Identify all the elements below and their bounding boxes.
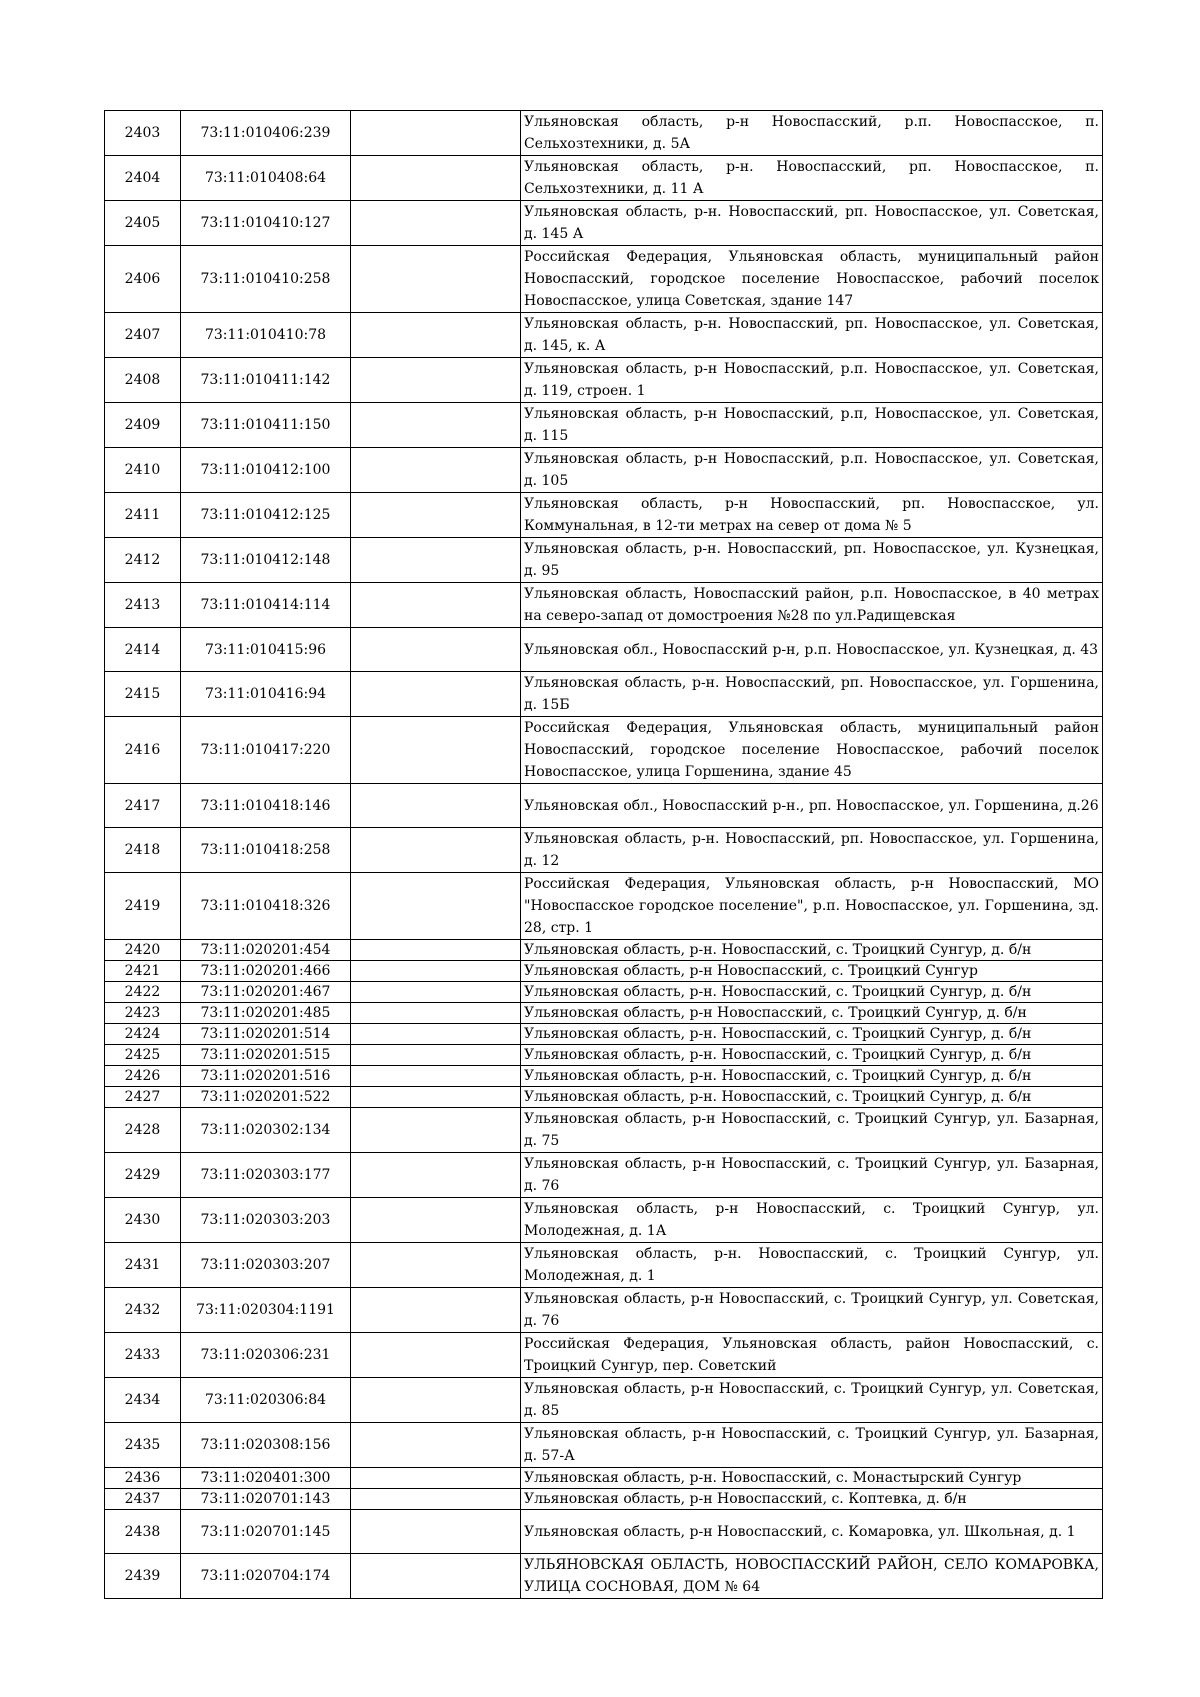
registry-table-body	[105, 111, 1103, 1599]
address-cell: Ульяновская область, р-н. Новоспасский, с. Троицкий Сунгур, д. б/н	[521, 1024, 1103, 1045]
address-cell: Ульяновская обл., Новоспасский р-н., рп. Новоспасское, ул. Горшенина, д.26	[521, 784, 1103, 828]
address-cell: Ульяновская область, р-н. Новоспасский, рп. Новоспасское, ул. Кузнецкая, д. 95	[521, 538, 1103, 583]
row-number-cell: 2408	[105, 358, 181, 403]
address-cell: Ульяновская область, р-н. Новоспасский, рп. Новоспасское, ул. Горшенина, д. 12	[521, 828, 1103, 873]
row-number-cell: 2407	[105, 313, 181, 358]
table-row	[105, 156, 1103, 201]
empty-cell	[351, 583, 521, 628]
empty-cell	[351, 1024, 521, 1045]
cadastral-number-cell: 73:11:020201:467	[181, 982, 351, 1003]
table-row	[105, 873, 1103, 940]
empty-cell	[351, 1489, 521, 1510]
address-cell: Ульяновская область, р-н. Новоспасский, с. Монастырский Сунгур	[521, 1468, 1103, 1489]
table-row	[105, 538, 1103, 583]
table-row	[105, 961, 1103, 982]
cadastral-number-cell: 73:11:010412:100	[181, 448, 351, 493]
row-number-cell: 2419	[105, 873, 181, 940]
table-row	[105, 1108, 1103, 1153]
empty-cell	[351, 982, 521, 1003]
empty-cell	[351, 873, 521, 940]
table-row	[105, 1423, 1103, 1468]
address-cell: Ульяновская область, р-н Новоспасский, р.п. Новоспасское, п. Сельхозтехники, д. 5А	[521, 111, 1103, 156]
cadastral-number-cell: 73:11:010417:220	[181, 717, 351, 784]
row-number-cell: 2409	[105, 403, 181, 448]
address-cell: Ульяновская область, р-н Новоспасский, с. Троицкий Сунгур, ул. Советская, д. 76	[521, 1288, 1103, 1333]
cadastral-number-cell: 73:11:020302:134	[181, 1108, 351, 1153]
row-number-cell: 2420	[105, 940, 181, 961]
row-number-cell: 2410	[105, 448, 181, 493]
empty-cell	[351, 358, 521, 403]
row-number-cell: 2432	[105, 1288, 181, 1333]
empty-cell	[351, 1153, 521, 1198]
table-row	[105, 1333, 1103, 1378]
table-row	[105, 1153, 1103, 1198]
empty-cell	[351, 493, 521, 538]
row-number-cell: 2433	[105, 1333, 181, 1378]
address-cell: Российская Федерация, Ульяновская область, район Новоспасский, с. Троицкий Сунгур, пер. Советский	[521, 1333, 1103, 1378]
row-number-cell: 2404	[105, 156, 181, 201]
empty-cell	[351, 961, 521, 982]
row-number-cell: 2436	[105, 1468, 181, 1489]
cadastral-number-cell: 73:11:020306:84	[181, 1378, 351, 1423]
cadastral-number-cell: 73:11:010408:64	[181, 156, 351, 201]
cadastral-number-cell: 73:11:020304:1191	[181, 1288, 351, 1333]
row-number-cell: 2438	[105, 1510, 181, 1554]
row-number-cell: 2428	[105, 1108, 181, 1153]
address-cell: Ульяновская область, р-н Новоспасский, с. Троицкий Сунгур, ул. Базарная, д. 75	[521, 1108, 1103, 1153]
table-row	[105, 672, 1103, 717]
cadastral-number-cell: 73:11:020701:145	[181, 1510, 351, 1554]
cadastral-number-cell: 73:11:010411:150	[181, 403, 351, 448]
cadastral-number-cell: 73:11:010406:239	[181, 111, 351, 156]
address-cell: Ульяновская обл., Новоспасский р-н, р.п. Новоспасское, ул. Кузнецкая, д. 43	[521, 628, 1103, 672]
address-cell: Ульяновская область, р-н Новоспасский, р.п. Новоспасское, ул. Советская, д. 119, строен. 1	[521, 358, 1103, 403]
row-number-cell: 2430	[105, 1198, 181, 1243]
row-number-cell: 2411	[105, 493, 181, 538]
table-row	[105, 246, 1103, 313]
empty-cell	[351, 1554, 521, 1599]
table-row	[105, 1468, 1103, 1489]
row-number-cell: 2435	[105, 1423, 181, 1468]
cadastral-number-cell: 73:11:020201:454	[181, 940, 351, 961]
table-row	[105, 784, 1103, 828]
empty-cell	[351, 448, 521, 493]
table-row	[105, 1378, 1103, 1423]
table-row	[105, 1003, 1103, 1024]
row-number-cell: 2431	[105, 1243, 181, 1288]
address-cell: Ульяновская область, р-н Новоспасский, р.п. Новоспасское, ул. Советская, д. 105	[521, 448, 1103, 493]
row-number-cell: 2423	[105, 1003, 181, 1024]
cadastral-number-cell: 73:11:010412:125	[181, 493, 351, 538]
table-row	[105, 1510, 1103, 1554]
empty-cell	[351, 672, 521, 717]
address-cell: Ульяновская область, р-н. Новоспасский, рп. Новоспасское, п. Сельхозтехники, д. 11 А	[521, 156, 1103, 201]
row-number-cell: 2417	[105, 784, 181, 828]
address-cell: Ульяновская область, р-н Новоспасский, с. Троицкий Сунгур	[521, 961, 1103, 982]
row-number-cell: 2412	[105, 538, 181, 583]
cadastral-number-cell: 73:11:010410:78	[181, 313, 351, 358]
table-row	[105, 1198, 1103, 1243]
row-number-cell: 2413	[105, 583, 181, 628]
table-row	[105, 1288, 1103, 1333]
address-cell: УЛЬЯНОВСКАЯ ОБЛАСТЬ, НОВОСПАССКИЙ РАЙОН, СЕЛО КОМАРОВКА, УЛИЦА СОСНОВАЯ, ДОМ № 64	[521, 1554, 1103, 1599]
cadastral-number-cell: 73:11:020201:514	[181, 1024, 351, 1045]
empty-cell	[351, 1423, 521, 1468]
empty-cell	[351, 717, 521, 784]
empty-cell	[351, 156, 521, 201]
empty-cell	[351, 828, 521, 873]
address-cell: Ульяновская область, р-н Новоспасский, с. Троицкий Сунгур, ул. Советская, д. 85	[521, 1378, 1103, 1423]
address-cell: Ульяновская область, р-н. Новоспасский, рп. Новоспасское, ул. Советская, д. 145 А	[521, 201, 1103, 246]
address-cell: Ульяновская область, Новоспасский район, р.п. Новоспасское, в 40 метрах на северо-запад от домостроения №28 по ул.Радищевская	[521, 583, 1103, 628]
empty-cell	[351, 784, 521, 828]
empty-cell	[351, 1243, 521, 1288]
cadastral-number-cell: 73:11:020303:207	[181, 1243, 351, 1288]
table-row	[105, 583, 1103, 628]
cadastral-number-cell: 73:11:010418:326	[181, 873, 351, 940]
cadastral-number-cell: 73:11:020201:466	[181, 961, 351, 982]
table-row	[105, 628, 1103, 672]
table-row	[105, 1045, 1103, 1066]
address-cell: Ульяновская область, р-н. Новоспасский, с. Троицкий Сунгур, д. б/н	[521, 1045, 1103, 1066]
cadastral-number-cell: 73:11:020303:203	[181, 1198, 351, 1243]
address-cell: Российская Федерация, Ульяновская область, р-н Новоспасский, МО "Новоспасское городское поселение", р.п. Новоспасское, ул. Горшенина, зд. 28, стр. 1	[521, 873, 1103, 940]
row-number-cell: 2426	[105, 1066, 181, 1087]
cadastral-number-cell: 73:11:010410:258	[181, 246, 351, 313]
cadastral-number-cell: 73:11:010416:94	[181, 672, 351, 717]
table-row	[105, 1489, 1103, 1510]
address-cell: Ульяновская область, р-н. Новоспасский, с. Троицкий Сунгур, д. б/н	[521, 1087, 1103, 1108]
address-cell: Ульяновская область, р-н Новоспасский, с. Троицкий Сунгур, д. б/н	[521, 1003, 1103, 1024]
empty-cell	[351, 1510, 521, 1554]
empty-cell	[351, 246, 521, 313]
empty-cell	[351, 628, 521, 672]
row-number-cell: 2403	[105, 111, 181, 156]
cadastral-number-cell: 73:11:010410:127	[181, 201, 351, 246]
address-cell: Российская Федерация, Ульяновская область, муниципальный район Новоспасский, городское поселение Новоспасское, рабочий поселок Новоспасское, улица Горшенина, здание 45	[521, 717, 1103, 784]
table-row	[105, 358, 1103, 403]
row-number-cell: 2434	[105, 1378, 181, 1423]
cadastral-number-cell: 73:11:010415:96	[181, 628, 351, 672]
row-number-cell: 2418	[105, 828, 181, 873]
cadastral-number-cell: 73:11:010418:146	[181, 784, 351, 828]
empty-cell	[351, 201, 521, 246]
empty-cell	[351, 1045, 521, 1066]
cadastral-number-cell: 73:11:020701:143	[181, 1489, 351, 1510]
cadastral-number-cell: 73:11:020201:515	[181, 1045, 351, 1066]
table-row	[105, 1554, 1103, 1599]
address-cell: Ульяновская область, р-н Новоспасский, с. Комаровка, ул. Школьная, д. 1	[521, 1510, 1103, 1554]
row-number-cell: 2406	[105, 246, 181, 313]
address-cell: Ульяновская область, р-н. Новоспасский, рп. Новоспасское, ул. Советская, д. 145, к. А	[521, 313, 1103, 358]
address-cell: Ульяновская область, р-н Новоспасский, с. Троицкий Сунгур, ул. Базарная, д. 57-А	[521, 1423, 1103, 1468]
empty-cell	[351, 1378, 521, 1423]
cadastral-number-cell: 73:11:020201:485	[181, 1003, 351, 1024]
address-cell: Российская Федерация, Ульяновская область, муниципальный район Новоспасский, городское поселение Новоспасское, рабочий поселок Новоспасское, улица Советская, здание 147	[521, 246, 1103, 313]
row-number-cell: 2424	[105, 1024, 181, 1045]
cadastral-number-cell: 73:11:020401:300	[181, 1468, 351, 1489]
empty-cell	[351, 313, 521, 358]
address-cell: Ульяновская область, р-н Новоспасский, с. Троицкий Сунгур, ул. Молодежная, д. 1А	[521, 1198, 1103, 1243]
row-number-cell: 2405	[105, 201, 181, 246]
empty-cell	[351, 1468, 521, 1489]
row-number-cell: 2429	[105, 1153, 181, 1198]
table-row	[105, 313, 1103, 358]
table-row	[105, 111, 1103, 156]
empty-cell	[351, 538, 521, 583]
table-row	[105, 982, 1103, 1003]
empty-cell	[351, 1003, 521, 1024]
empty-cell	[351, 1087, 521, 1108]
registry-table	[104, 110, 1103, 1599]
row-number-cell: 2415	[105, 672, 181, 717]
empty-cell	[351, 940, 521, 961]
address-cell: Ульяновская область, р-н. Новоспасский, рп. Новоспасское, ул. Горшенина, д. 15Б	[521, 672, 1103, 717]
empty-cell	[351, 1066, 521, 1087]
table-row	[105, 1243, 1103, 1288]
table-row	[105, 1024, 1103, 1045]
cadastral-number-cell: 73:11:010412:148	[181, 538, 351, 583]
cadastral-number-cell: 73:11:020201:522	[181, 1087, 351, 1108]
cadastral-number-cell: 73:11:020201:516	[181, 1066, 351, 1087]
table-row	[105, 940, 1103, 961]
table-row	[105, 403, 1103, 448]
table-row	[105, 1066, 1103, 1087]
address-cell: Ульяновская область, р-н Новоспасский, р.п, Новоспасское, ул. Советская, д. 115	[521, 403, 1103, 448]
row-number-cell: 2437	[105, 1489, 181, 1510]
address-cell: Ульяновская область, р-н Новоспасский, с. Троицкий Сунгур, ул. Базарная, д. 76	[521, 1153, 1103, 1198]
row-number-cell: 2427	[105, 1087, 181, 1108]
row-number-cell: 2421	[105, 961, 181, 982]
cadastral-number-cell: 73:11:020308:156	[181, 1423, 351, 1468]
cadastral-number-cell: 73:11:010418:258	[181, 828, 351, 873]
table-row	[105, 448, 1103, 493]
empty-cell	[351, 111, 521, 156]
address-cell: Ульяновская область, р-н Новоспасский, с. Коптевка, д. б/н	[521, 1489, 1103, 1510]
table-row	[105, 201, 1103, 246]
empty-cell	[351, 1198, 521, 1243]
address-cell: Ульяновская область, р-н. Новоспасский, с. Троицкий Сунгур, д. б/н	[521, 940, 1103, 961]
address-cell: Ульяновская область, р-н. Новоспасский, с. Троицкий Сунгур, д. б/н	[521, 982, 1103, 1003]
empty-cell	[351, 1333, 521, 1378]
address-cell: Ульяновская область, р-н. Новоспасский, с. Троицкий Сунгур, д. б/н	[521, 1066, 1103, 1087]
row-number-cell: 2425	[105, 1045, 181, 1066]
address-cell: Ульяновская область, р-н Новоспасский, рп. Новоспасское, ул. Коммунальная, в 12-ти метрах на север от дома № 5	[521, 493, 1103, 538]
table-row	[105, 493, 1103, 538]
cadastral-number-cell: 73:11:020306:231	[181, 1333, 351, 1378]
row-number-cell: 2439	[105, 1554, 181, 1599]
cadastral-number-cell: 73:11:020303:177	[181, 1153, 351, 1198]
empty-cell	[351, 403, 521, 448]
row-number-cell: 2422	[105, 982, 181, 1003]
empty-cell	[351, 1108, 521, 1153]
cadastral-number-cell: 73:11:020704:174	[181, 1554, 351, 1599]
empty-cell	[351, 1288, 521, 1333]
cadastral-number-cell: 73:11:010411:142	[181, 358, 351, 403]
table-row	[105, 717, 1103, 784]
row-number-cell: 2416	[105, 717, 181, 784]
cadastral-number-cell: 73:11:010414:114	[181, 583, 351, 628]
table-row	[105, 1087, 1103, 1108]
row-number-cell: 2414	[105, 628, 181, 672]
table-row	[105, 828, 1103, 873]
address-cell: Ульяновская область, р-н. Новоспасский, с. Троицкий Сунгур, ул. Молодежная, д. 1	[521, 1243, 1103, 1288]
